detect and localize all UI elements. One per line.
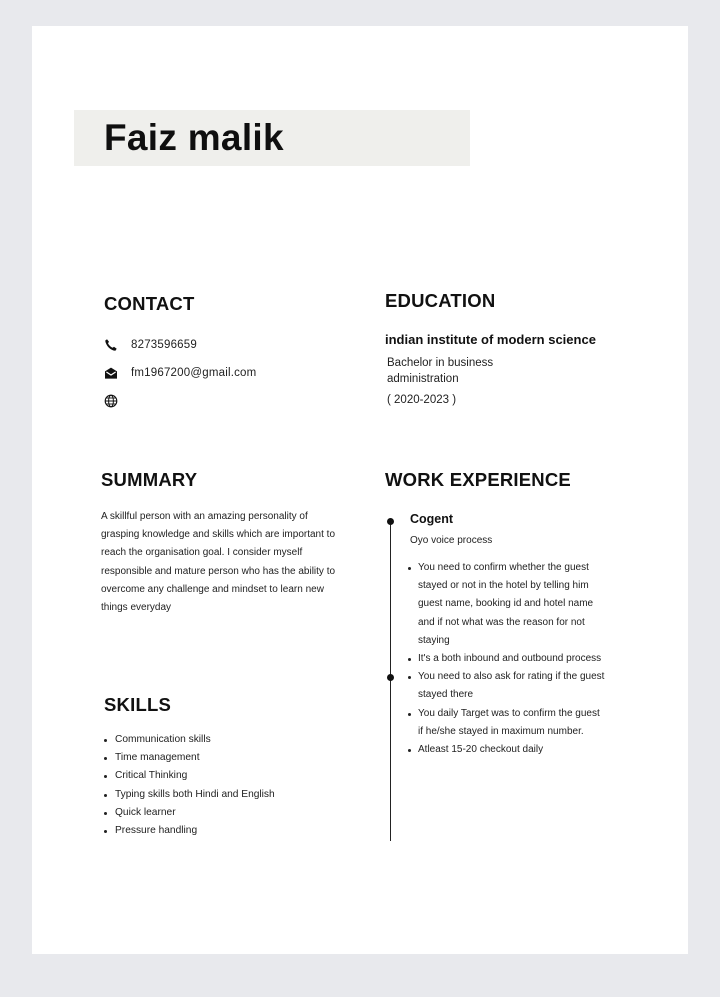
duty-item: You need to confirm whether the guest stayed or not in the hotel by telling him guest name, booking id and hotel name and if not what was the reason for not staying	[407, 559, 607, 650]
skill-item: Pressure handling	[104, 822, 275, 840]
summary-heading: SUMMARY	[101, 469, 198, 490]
skill-item: Typing skills both Hindi and English	[104, 786, 275, 804]
education-degree: Bachelor in business administration	[387, 357, 494, 385]
envelope-icon	[104, 366, 118, 380]
phone-icon	[104, 338, 118, 352]
timeline-line	[390, 521, 391, 841]
duty-item: Atleast 15-20 checkout daily	[407, 741, 607, 759]
work-company: Cogent	[410, 512, 454, 526]
resume-page	[32, 26, 688, 954]
contact-website-row	[104, 391, 131, 411]
globe-icon	[104, 394, 118, 408]
skill-item: Critical Thinking	[104, 767, 275, 785]
skill-item: Quick learner	[104, 804, 275, 822]
skills-list	[104, 731, 275, 840]
duty-item: You need to also ask for rating if the guest stayed there	[407, 668, 607, 704]
timeline-dot	[387, 518, 394, 525]
contact-phone-row	[104, 335, 197, 355]
contact-email[interactable]: fm1967200@gmail.com	[131, 367, 257, 379]
duty-item: It's a both inbound and outbound process	[407, 650, 607, 668]
duty-item: You daily Target was to confirm the guest if he/she stayed in maximum number.	[407, 705, 607, 741]
timeline-dot	[387, 674, 394, 681]
work-heading: WORK EXPERIENCE	[385, 469, 571, 490]
education-heading: EDUCATION	[385, 290, 496, 311]
summary-text: A skillful person with an amazing personality of grasping knowledge and skills which are important to reach the organisation goal. I consider myself responsible and mature person who has the ability to overcome any challenge and mindset to learn new things everyday	[101, 511, 336, 614]
work-role: Oyo voice process	[410, 535, 493, 546]
contact-heading: CONTACT	[104, 293, 195, 314]
candidate-name: Faiz malik	[104, 117, 284, 158]
education-school: indian institute of modern science	[385, 332, 596, 347]
skill-item: Time management	[104, 749, 275, 767]
skill-item: Communication skills	[104, 731, 275, 749]
education-years: ( 2020-2023 )	[387, 394, 457, 406]
contact-email-row	[104, 363, 256, 383]
work-duties-list	[407, 559, 607, 759]
skills-heading: SKILLS	[104, 694, 171, 715]
contact-phone: 8273596659	[131, 339, 197, 351]
